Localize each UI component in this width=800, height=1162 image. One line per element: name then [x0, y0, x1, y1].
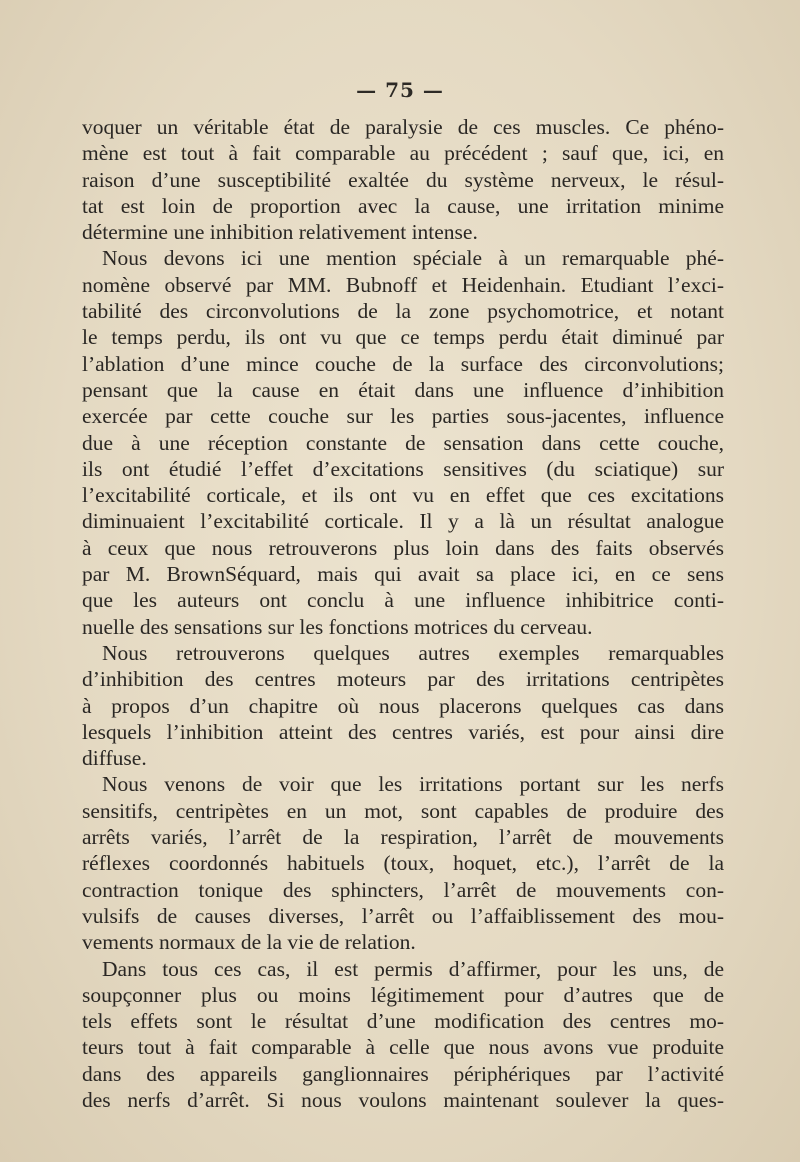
text-line: à propos d’un chapitre où nous placerons quelques cas dans [82, 693, 724, 718]
text-line: ils ont étudié l’effet d’excitations sensitives (du sciatique) sur [82, 456, 724, 481]
text-line: vements normaux de la vie de relation. [82, 930, 416, 955]
text-line: sensitifs, centripètes en un mot, sont capables de produire des [82, 798, 724, 823]
text-line: à ceux que nous retrouverons plus loin dans des faits observés [82, 535, 724, 560]
text-line: mène est tout à fait comparable au précédent ; sauf que, ici, en [82, 141, 724, 166]
text-line: teurs tout à fait comparable à celle que nous avons vue produite [82, 1035, 724, 1060]
paragraph [82, 956, 724, 1114]
text-line: Nous devons ici une mention spéciale à un remarquable phé- [102, 246, 724, 271]
text-line: que les auteurs ont conclu à une influence inhibitrice conti- [82, 588, 724, 613]
text-line: d’inhibition des centres moteurs par des irritations centripètes [82, 667, 724, 692]
text-line: détermine une inhibition relativement intense. [82, 220, 478, 245]
text-line: Dans tous ces cas, il est permis d’affirmer, pour les uns, de [102, 956, 724, 981]
text-line: raison d’une susceptibilité exaltée du système nerveux, le résul- [82, 167, 724, 192]
text-line: exercée par cette couche sur les parties sous-jacentes, influence [82, 404, 724, 429]
text-line: diminuaient l’excitabilité corticale. Il y a là un résultat analogue [82, 509, 724, 534]
text-line: tels effets sont le résultat d’une modification des centres mo- [82, 1009, 724, 1034]
text-line: arrêts variés, l’arrêt de la respiration, l’arrêt de mouvements [82, 825, 724, 850]
text-line: diffuse. [82, 746, 147, 771]
text-line: pensant que la cause en était dans une influence d’inhibition [82, 377, 724, 402]
text-line: nomène observé par MM. Bubnoff et Heidenhain. Etudiant l’exci- [82, 272, 724, 297]
text-line: tat est loin de proportion avec la cause, une irritation minime [82, 193, 724, 218]
paragraph [82, 771, 724, 955]
body-text [82, 114, 724, 1113]
text-line: due à une réception constante de sensation dans cette couche, [82, 430, 724, 455]
paragraph [82, 114, 724, 245]
text-line: contraction tonique des sphincters, l’arrêt de mouvements con- [82, 877, 724, 902]
text-line: voquer un véritable état de paralysie de ces muscles. Ce phéno- [82, 115, 724, 139]
page-number: — 75 — [356, 78, 444, 102]
text-line: des nerfs d’arrêt. Si nous voulons maintenant soulever la ques- [82, 1087, 724, 1112]
text-line: vulsifs de causes diverses, l’arrêt ou l’affaiblissement des mou- [82, 903, 724, 928]
text-line: le temps perdu, ils ont vu que ce temps perdu était diminué par [82, 325, 724, 350]
text-line: Nous retrouverons quelques autres exemples remarquables [102, 640, 724, 665]
text-line: l’ablation d’une mince couche de la surface des circonvolutions; [82, 351, 724, 376]
text-line: l’excitabilité corticale, et ils ont vu en effet que ces excitations [82, 483, 724, 508]
text-line: lesquels l’inhibition atteint des centres variés, est pour ainsi dire [82, 719, 724, 744]
text-line: soupçonner plus ou moins légitimement pour d’autres que de [82, 982, 724, 1007]
text-line: réflexes coordonnés habituels (toux, hoquet, etc.), l’arrêt de la [82, 851, 724, 876]
text-line: dans des appareils ganglionnaires périphériques par l’activité [82, 1061, 724, 1086]
text-line: tabilité des circonvolutions de la zone psychomotrice, et notant [82, 299, 724, 324]
text-line: nuelle des sensations sur les fonctions motrices du cerveau. [82, 614, 593, 639]
paragraph [82, 245, 724, 639]
text-line: Nous venons de voir que les irritations portant sur les nerfs [102, 772, 724, 797]
paragraph [82, 640, 724, 771]
text-line: par M. BrownSéquard, mais qui avait sa place ici, en ce sens [82, 562, 724, 587]
